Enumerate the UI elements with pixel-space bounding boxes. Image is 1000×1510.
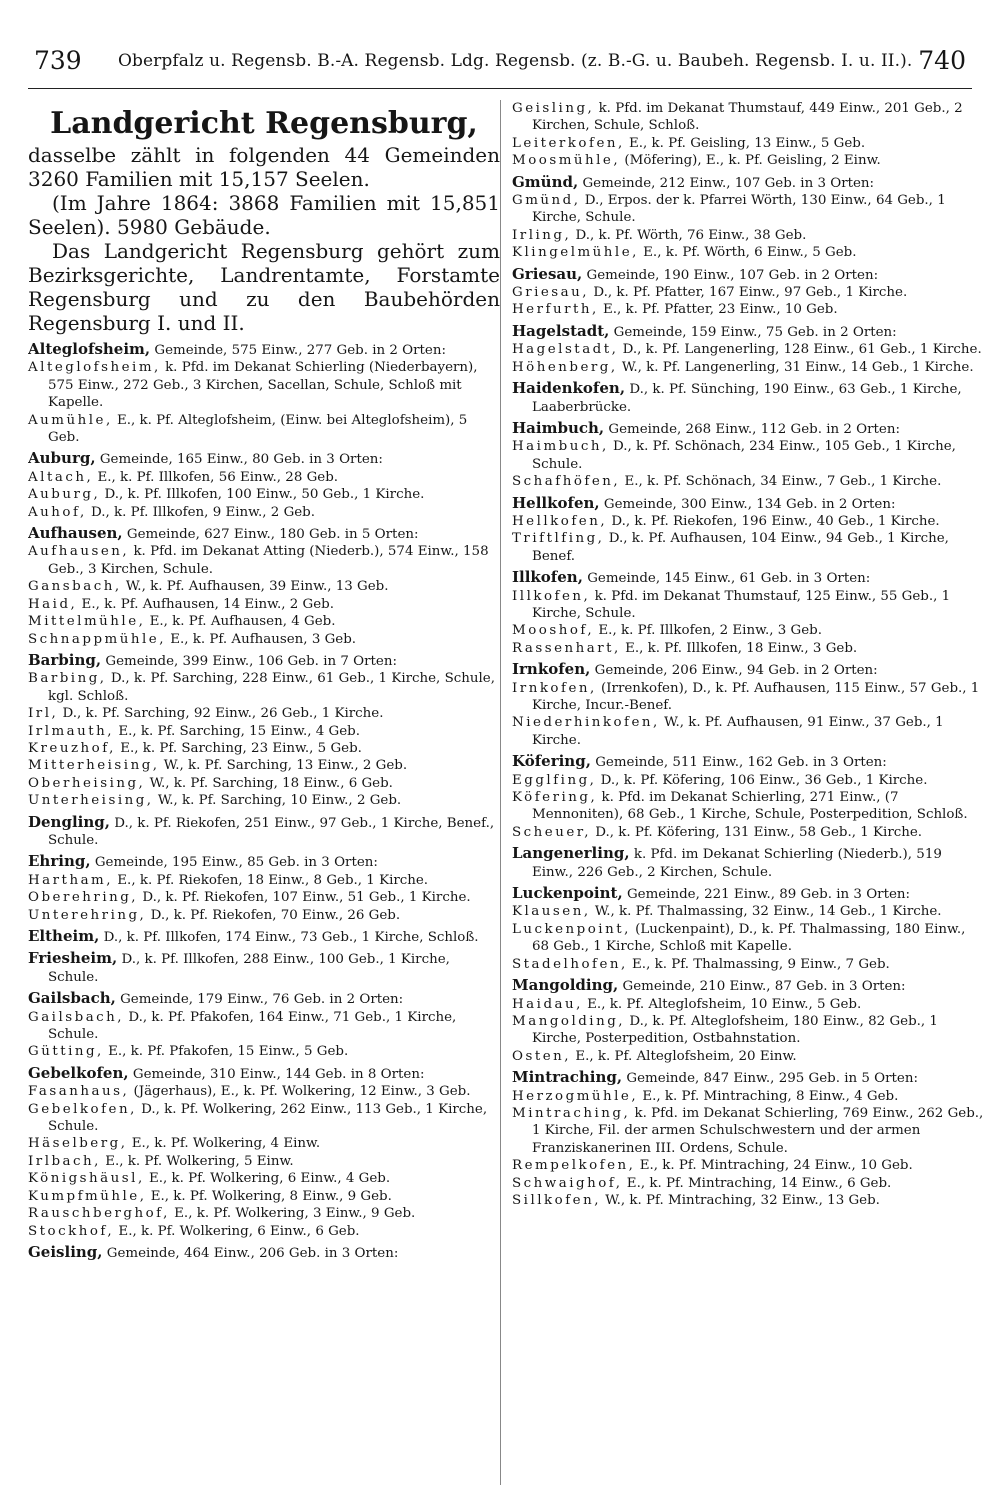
municipality-entry [28, 853, 500, 871]
place-entry [512, 1013, 984, 1048]
entry-details: E., k. Pf. Illkofen, 56 Einw., 28 Geb. [97, 469, 339, 485]
municipality-name: Ehring, [28, 853, 91, 871]
place-name: Stockhof, [28, 1223, 115, 1239]
municipality-name: Aufhausen, [28, 525, 123, 543]
entry-details: D., k. Pf. Illkofen, 9 Einw., 2 Geb. [90, 504, 316, 520]
place-entry [28, 757, 500, 774]
place-name: Sillkofen, [512, 1192, 601, 1208]
municipality-name: Hagelstadt, [512, 322, 610, 340]
entry-details: Gemeinde, 206 Einw., 94 Geb. in 2 Orten: [594, 663, 878, 679]
entry-details: k. Pfd. im Dekanat Schierling (Niederb.), 519 Einw., 226 Geb., 2 Kirchen, Schule. [532, 847, 942, 880]
place-entry [512, 473, 984, 490]
section-title: Landgericht Regensburg, [50, 106, 478, 141]
entry-details: E., k. Pf. Mintraching, 24 Einw., 10 Geb. [639, 1158, 913, 1174]
entry-details: Gemeinde, 159 Einw., 75 Geb. in 2 Orten: [613, 324, 897, 340]
place-name: Fasanhaus, [28, 1084, 130, 1100]
entry-details: W., k. Pf. Sarching, 10 Einw., 2 Geb. [157, 793, 402, 809]
municipality-name: Friesheim, [28, 949, 118, 968]
place-entry [28, 1135, 500, 1152]
entry-details: D., k. Pf. Wörth, 76 Einw., 38 Geb. [575, 227, 807, 243]
entry-details: Gemeinde, 399 Einw., 106 Geb. in 7 Orten: [105, 653, 397, 669]
entry-details: D., k. Pf. Sünching, 190 Einw., 63 Geb., 1 Kirche, Laaberbrücke. [532, 382, 962, 415]
place-name: Triftlfing, [512, 531, 605, 547]
municipality-entry [512, 420, 984, 438]
place-entry [28, 543, 500, 578]
place-name: Schwaighof, [512, 1175, 623, 1191]
municipality-name: Illkofen, [512, 569, 583, 587]
municipality-entry [28, 525, 500, 543]
entry-details: k. Pfd. im Dekanat Atting (Niederb.), 574 Einw., 158 Geb., 3 Kirchen, Schule. [48, 544, 489, 577]
entry-details: E., k. Pf. Alteglofsheim, 20 Einw. [575, 1048, 797, 1064]
place-entry [512, 341, 984, 358]
entry-details: E., k. Pf. Illkofen, 2 Einw., 3 Geb. [598, 623, 822, 639]
entry-details: E., k. Pf. Aufhausen, 14 Einw., 2 Geb. [81, 596, 334, 612]
gazetteer-list-left [28, 341, 500, 1262]
place-entry [28, 1188, 500, 1205]
place-name: Geisling, [512, 101, 595, 116]
entry-details: k. Pfd. im Dekanat Schierling, 271 Einw., (7 Mennoniten), 68 Geb., 1 Kirche, Schule, Posterpedition, Schloß. [532, 790, 968, 823]
place-entry [512, 513, 984, 530]
entry-details: D., k. Pf. Illkofen, 288 Einw., 100 Geb., 1 Kirche, Schule. [48, 952, 450, 985]
municipality-name: Haidenkofen, [512, 379, 626, 398]
municipality-entry [512, 266, 984, 284]
entry-details: Gemeinde, 310 Einw., 144 Geb. in 8 Orten: [132, 1066, 425, 1082]
entry-details: k. Pfd. im Dekanat Schierling (Niederbayern), 575 Einw., 272 Geb., 3 Kirchen, Sacellan, Schule, Schloß mit Kapelle. [48, 360, 478, 411]
entry-details: Gemeinde, 190 Einw., 107 Geb. in 2 Orten: [586, 267, 879, 283]
place-entry [512, 714, 984, 749]
place-name: Häselberg, [28, 1136, 128, 1152]
entry-details: E., k. Pf. Geisling, 13 Einw., 5 Geb. [629, 135, 866, 151]
place-entry [512, 996, 984, 1013]
place-name: Alteglofsheim, [28, 360, 161, 376]
municipality-name: Mintraching, [512, 1069, 623, 1087]
place-name: Auhof, [28, 504, 87, 520]
place-name: Aufhausen, [28, 544, 130, 560]
place-entry [512, 359, 984, 376]
entry-details: E., k. Pf. Wolkering, 6 Einw., 6 Geb. [118, 1223, 360, 1239]
entry-details: W., k. Pf. Langenerling, 31 Einw., 14 Geb., 1 Kirche. [621, 359, 974, 375]
place-name: Königshäusl, [28, 1171, 145, 1187]
municipality-entry [512, 753, 984, 771]
municipality-name: Gmünd, [512, 173, 579, 191]
place-name: Niederhinkofen, [512, 715, 660, 731]
gazetteer-list-right [512, 100, 984, 1209]
entry-details: k. Pfd. im Dekanat Schierling, 769 Einw., 262 Geb., 1 Kirche, Fil. der armen Schulschwestern und der armen Franziskanerinen III. Ordens, Schule. [532, 1105, 984, 1156]
place-name: Scheuer, [512, 824, 591, 840]
municipality-entry [512, 885, 984, 903]
entry-details: Gemeinde, 268 Einw., 112 Geb. in 2 Orten: [608, 421, 900, 437]
place-name: Irl, [28, 706, 59, 722]
place-name: Gansbach, [28, 579, 122, 595]
place-entry [28, 359, 500, 411]
entry-details: E., k. Pf. Wolkering, 8 Einw., 9 Geb. [150, 1188, 392, 1204]
place-entry [512, 588, 984, 623]
entry-details: E., k. Pf. Alteglofsheim, (Einw. bei Alteglofsheim), 5 Geb. [48, 412, 468, 446]
place-name: Kreuzhof, [28, 740, 116, 756]
entry-details: Gemeinde, 511 Einw., 162 Geb. in 3 Orten: [595, 755, 887, 771]
place-entry [512, 680, 984, 715]
place-entry [512, 301, 984, 318]
place-entry [512, 1157, 984, 1174]
entry-details: E., k. Pf. Wolkering, 3 Einw., 9 Geb. [174, 1206, 416, 1222]
place-name: Klausen, [512, 904, 591, 920]
entry-details: E., k. Pf. Thalmassing, 9 Einw., 7 Geb. [632, 956, 890, 972]
entry-details: E., k. Pf. Sarching, 23 Einw., 5 Geb. [120, 740, 362, 756]
place-name: Osten, [512, 1048, 572, 1064]
place-entry [28, 1153, 500, 1170]
entry-details: (Möfering), E., k. Pf. Geisling, 2 Einw. [624, 153, 881, 169]
place-name: Oberheising, [28, 775, 146, 791]
entry-details: E., k. Pf. Illkofen, 18 Einw., 3 Geb. [625, 640, 858, 656]
place-name: Klingelmühle, [512, 245, 639, 261]
column-divider [500, 100, 501, 1485]
section-intro [28, 143, 500, 335]
place-entry [512, 244, 984, 261]
place-entry [28, 1083, 500, 1100]
municipality-name: Gebelkofen, [28, 1064, 129, 1082]
left-column [28, 100, 500, 1262]
entry-details: E., k. Pf. Pfakofen, 15 Einw., 5 Geb. [108, 1044, 349, 1060]
place-entry [28, 670, 500, 705]
municipality-name: Haimbuch, [512, 419, 605, 437]
place-entry [28, 412, 500, 447]
entry-details: Gemeinde, 212 Einw., 107 Geb. in 3 Orten: [582, 175, 875, 191]
place-name: Aumühle, [28, 412, 113, 428]
entry-details: W., k. Pf. Aufhausen, 39 Einw., 13 Geb. [125, 579, 389, 595]
place-name: Stadelhofen, [512, 956, 628, 972]
entry-details: D., k. Pf. Riekofen, 196 Einw., 40 Geb., 1 Kirche. [611, 513, 940, 529]
entry-details: D., k. Pf. Pfakofen, 164 Einw., 71 Geb., 1 Kirche, Schule. [48, 1009, 457, 1043]
entry-details: Gemeinde, 165 Einw., 80 Geb. in 3 Orten: [99, 452, 383, 468]
place-entry [512, 772, 984, 789]
entry-details: D., k. Pf. Wolkering, 262 Einw., 113 Geb., 1 Kirche, Schule. [48, 1101, 488, 1135]
municipality-name: Dengling, [28, 812, 110, 831]
place-name: Unterheising, [28, 793, 154, 809]
entry-details: Gemeinde, 464 Einw., 206 Geb. in 3 Orten: [106, 1245, 399, 1261]
municipality-entry [512, 380, 984, 416]
place-name: Luckenpoint, [512, 921, 631, 937]
place-name: Irnkofen, [512, 680, 597, 696]
place-name: Mintraching, [512, 1105, 631, 1121]
place-name: Griesau, [512, 285, 590, 301]
place-name: Herzogmühle, [512, 1088, 639, 1104]
place-name: Hellkofen, [512, 513, 608, 529]
place-name: Kumpfmühle, [28, 1188, 147, 1204]
running-header [28, 44, 972, 89]
place-entry [512, 227, 984, 244]
place-entry [28, 1043, 500, 1060]
entry-details: W., k. Pf. Sarching, 13 Einw., 2 Geb. [163, 758, 408, 774]
place-entry [512, 640, 984, 657]
place-entry [28, 1205, 500, 1222]
place-name: Haidau, [512, 996, 583, 1012]
municipality-entry [512, 495, 984, 513]
place-entry [512, 100, 984, 135]
entry-details: Gemeinde, 627 Einw., 180 Geb. in 5 Orten: [126, 527, 419, 543]
municipality-entry [28, 928, 500, 946]
place-name: Auburg, [28, 487, 101, 503]
place-entry [512, 284, 984, 301]
place-entry [28, 872, 500, 889]
place-name: Barbing, [28, 671, 107, 687]
municipality-name: Mangolding, [512, 977, 619, 995]
intro-paragraph: (Im Jahre 1864: 3868 Familien mit 15,851 Seelen). 5980 Gebäude. [28, 191, 500, 239]
place-name: Hartham, [28, 872, 114, 888]
place-entry [28, 504, 500, 521]
entry-details: Gemeinde, 221 Einw., 89 Geb. in 3 Orten: [626, 887, 911, 903]
entry-details: E., k. Pf. Riekofen, 18 Einw., 8 Geb., 1 Kirche. [117, 872, 429, 888]
entry-details: D., k. Pf. Riekofen, 251 Einw., 97 Geb., 1 Kirche, Benef., Schule. [48, 815, 495, 848]
municipality-entry [28, 950, 500, 986]
place-name: Egglfing, [512, 772, 597, 788]
place-name: Mitterheising, [28, 758, 160, 774]
place-entry [512, 152, 984, 169]
municipality-entry [512, 174, 984, 192]
place-entry [28, 486, 500, 503]
entry-details: (Luckenpaint), D., k. Pf. Thalmassing, 180 Einw., 68 Geb., 1 Kirche, Schloß mit Kapelle. [532, 921, 966, 955]
entry-details: W., k. Pf. Sarching, 18 Einw., 6 Geb. [149, 775, 393, 791]
place-entry [512, 438, 984, 473]
entry-details: E., k. Pf. Wolkering, 6 Einw., 4 Geb. [148, 1171, 391, 1187]
municipality-entry [512, 323, 984, 341]
municipality-entry [28, 450, 500, 468]
place-entry [28, 792, 500, 809]
place-entry [28, 1170, 500, 1187]
place-entry [512, 956, 984, 973]
entry-details: Gemeinde, 179 Einw., 76 Geb. in 2 Orten: [120, 992, 404, 1008]
entry-details: D., k. Pf. Alteglofsheim, 180 Einw., 82 Geb., 1 Kirche, Posterpedition, Ostbahnstation. [532, 1013, 938, 1047]
municipality-name: Eltheim, [28, 927, 100, 945]
place-entry [512, 824, 984, 841]
place-name: Altach, [28, 469, 94, 485]
entry-details: E., k. Pf. Alteglofsheim, 10 Einw., 5 Geb. [587, 996, 862, 1012]
entry-details: D., k. Pf. Sarching, 92 Einw., 26 Geb., 1 Kirche. [62, 706, 384, 722]
place-name: Mooshof, [512, 623, 595, 639]
municipality-entry [28, 341, 500, 359]
municipality-name: Irnkofen, [512, 661, 591, 679]
municipality-entry [512, 569, 984, 587]
municipality-name: Hellkofen, [512, 494, 600, 512]
entry-details: D., k. Pf. Köfering, 106 Einw., 36 Geb., 1 Kirche. [600, 772, 928, 788]
place-entry [28, 1223, 500, 1240]
municipality-entry [28, 1065, 500, 1083]
place-entry [28, 613, 500, 630]
place-entry [512, 1048, 984, 1065]
place-name: Gütting, [28, 1044, 104, 1060]
place-name: Schafhöfen, [512, 474, 621, 490]
entry-details: W., k. Pf. Aufhausen, 91 Einw., 37 Geb., 1 Kirche. [532, 715, 944, 748]
place-name: Leiterkofen, [512, 135, 625, 151]
place-entry [28, 1101, 500, 1136]
entry-details: k. Pfd. im Dekanat Thumstauf, 449 Einw., 201 Geb., 2 Kirchen, Schule, Schloß. [532, 101, 963, 134]
entry-details: Gemeinde, 847 Einw., 295 Geb. in 5 Orten: [626, 1071, 918, 1087]
place-name: Rassenhart, [512, 640, 621, 656]
place-entry [512, 921, 984, 956]
entry-details: Gemeinde, 210 Einw., 87 Geb. in 3 Orten: [622, 979, 906, 995]
place-name: Oberehring, [28, 890, 139, 906]
place-entry [28, 775, 500, 792]
place-name: Schnappmühle, [28, 631, 166, 647]
entry-details: E., k. Pf. Sarching, 15 Einw., 4 Geb. [118, 723, 361, 739]
place-entry [28, 469, 500, 486]
place-entry [28, 907, 500, 924]
right-column [512, 100, 984, 1209]
place-entry [512, 1175, 984, 1192]
entry-details: (Jägerhaus), E., k. Pf. Wolkering, 12 Einw., 3 Geb. [133, 1084, 471, 1100]
entry-details: k. Pfd. im Dekanat Thumstauf, 125 Einw., 55 Geb., 1 Kirche, Schule. [532, 588, 951, 621]
entry-details: D., k. Pf. Köfering, 131 Einw., 58 Geb., 1 Kirche. [595, 824, 923, 840]
entry-details: D., k. Pf. Pfatter, 167 Einw., 97 Geb., 1 Kirche. [593, 285, 908, 301]
entry-details: E., k. Pf. Aufhausen, 4 Geb. [149, 614, 336, 630]
municipality-name: Barbing, [28, 651, 102, 669]
place-name: Rauschberghof, [28, 1206, 170, 1222]
entry-details: D., k. Pf. Riekofen, 107 Einw., 51 Geb., 1 Kirche. [142, 890, 471, 906]
municipality-name: Auburg, [28, 450, 96, 468]
place-name: Irling, [512, 227, 572, 243]
page-number-left: 739 [34, 46, 82, 75]
place-name: Herfurth, [512, 302, 599, 318]
place-name: Irlbach, [28, 1153, 101, 1169]
place-name: Höhenberg, [512, 359, 618, 375]
municipality-name: Gailsbach, [28, 990, 116, 1008]
place-entry [28, 705, 500, 722]
entry-details: E., k. Pf. Aufhausen, 3 Geb. [170, 631, 357, 647]
place-name: Köfering, [512, 790, 598, 806]
entry-details: E., k. Pf. Pfatter, 23 Einw., 10 Geb. [603, 302, 838, 318]
municipality-entry [28, 990, 500, 1008]
entry-details: Gemeinde, 145 Einw., 61 Geb. in 3 Orten: [587, 571, 871, 587]
place-name: Mittelmühle, [28, 614, 146, 630]
entry-details: W., k. Pf. Thalmassing, 32 Einw., 14 Geb., 1 Kirche. [594, 904, 942, 920]
municipality-name: Geisling, [28, 1243, 103, 1261]
municipality-entry [512, 845, 984, 881]
place-entry [512, 135, 984, 152]
entry-details: E., k. Pf. Mintraching, 8 Einw., 4 Geb. [642, 1088, 899, 1104]
place-entry [28, 889, 500, 906]
running-title: Oberpfalz u. Regensb. B.-A. Regensb. Ldg. Regensb. (z. B.-G. u. Baubeh. Regensb. I. u. II.). [118, 51, 913, 71]
place-name: Gmünd, [512, 193, 581, 209]
place-name: Moosmühle, [512, 153, 621, 169]
entry-details: D., k. Pf. Illkofen, 100 Einw., 50 Geb., 1 Kirche. [104, 487, 425, 503]
municipality-name: Luckenpoint, [512, 885, 623, 903]
entry-details: D., Erpos. der k. Pfarrei Wörth, 130 Einw., 64 Geb., 1 Kirche, Schule. [532, 193, 946, 226]
place-entry [512, 1192, 984, 1209]
entry-details: D., k. Pf. Langenerling, 128 Einw., 61 Geb., 1 Kirche. [622, 342, 982, 358]
place-name: Mangolding, [512, 1013, 626, 1029]
entry-details: (Irrenkofen), D., k. Pf. Aufhausen, 115 Einw., 57 Geb., 1 Kirche, Incur.-Benef. [532, 680, 980, 713]
entry-details: Gemeinde, 300 Einw., 134 Geb. in 2 Orten: [603, 496, 896, 512]
entry-details: E., k. Pf. Mintraching, 14 Einw., 6 Geb. [626, 1175, 892, 1191]
place-name: Unterehring, [28, 907, 147, 923]
municipality-entry [512, 1069, 984, 1087]
place-entry [28, 631, 500, 648]
place-name: Illkofen, [512, 588, 591, 604]
entry-details: E., k. Pf. Wolkering, 4 Einw. [131, 1136, 321, 1152]
municipality-name: Köfering, [512, 753, 591, 771]
place-entry [512, 192, 984, 227]
municipality-entry [28, 652, 500, 670]
entry-details: Gemeinde, 195 Einw., 85 Geb. in 3 Orten: [94, 855, 378, 871]
place-entry [512, 789, 984, 824]
place-name: Irlmauth, [28, 723, 115, 739]
place-entry [28, 596, 500, 613]
place-name: Haid, [28, 596, 78, 612]
entry-details: D., k. Pf. Illkofen, 174 Einw., 73 Geb., 1 Kirche, Schloß. [103, 930, 479, 945]
place-entry [28, 740, 500, 757]
municipality-entry [512, 977, 984, 995]
place-entry [28, 578, 500, 595]
entry-details: D., k. Pf. Riekofen, 70 Einw., 26 Geb. [150, 907, 401, 923]
municipality-name: Alteglofsheim, [28, 341, 151, 358]
municipality-entry [28, 1244, 500, 1262]
place-name: Gailsbach, [28, 1009, 125, 1025]
entry-details: E., k. Pf. Wolkering, 5 Einw. [105, 1153, 294, 1169]
entry-details: E., k. Pf. Wörth, 6 Einw., 5 Geb. [643, 245, 857, 261]
entry-details: D., k. Pf. Sarching, 228 Einw., 61 Geb., 1 Kirche, Schule, kgl. Schloß. [48, 671, 495, 704]
place-name: Rempelkofen, [512, 1158, 636, 1174]
municipality-name: Langenerling, [512, 844, 630, 863]
intro-paragraph: Das Landgericht Regensburg gehört zum Bezirksgerichte, Landrentamte, Forstamte Regensburg und zu den Baubehörden Regensburg I. und II. [28, 239, 500, 335]
entry-details: E., k. Pf. Schönach, 34 Einw., 7 Geb., 1 Kirche. [624, 474, 942, 490]
place-name: Hagelstadt, [512, 342, 619, 358]
municipality-entry [28, 814, 500, 850]
municipality-entry [512, 661, 984, 679]
place-entry [512, 903, 984, 920]
entry-details: W., k. Pf. Mintraching, 32 Einw., 13 Geb. [605, 1192, 880, 1208]
entry-details: D., k. Pf. Schönach, 234 Einw., 105 Geb., 1 Kirche, Schule. [532, 439, 956, 472]
place-entry [512, 1105, 984, 1157]
municipality-name: Griesau, [512, 265, 583, 283]
page-number-right: 740 [918, 46, 966, 75]
intro-paragraph: dasselbe zählt in folgenden 44 Gemeinden 3260 Familien mit 15,157 Seelen. [28, 143, 500, 191]
place-entry [512, 1088, 984, 1105]
entry-details: D., k. Pf. Aufhausen, 104 Einw., 94 Geb., 1 Kirche, Benef. [532, 531, 949, 564]
place-entry [512, 622, 984, 639]
place-entry [512, 530, 984, 565]
entry-details: Gemeinde, 575 Einw., 277 Geb. in 2 Orten: [154, 343, 446, 358]
place-name: Gebelkofen, [28, 1101, 137, 1117]
place-entry [28, 1009, 500, 1044]
place-entry [28, 723, 500, 740]
place-name: Haimbuch, [512, 439, 609, 455]
